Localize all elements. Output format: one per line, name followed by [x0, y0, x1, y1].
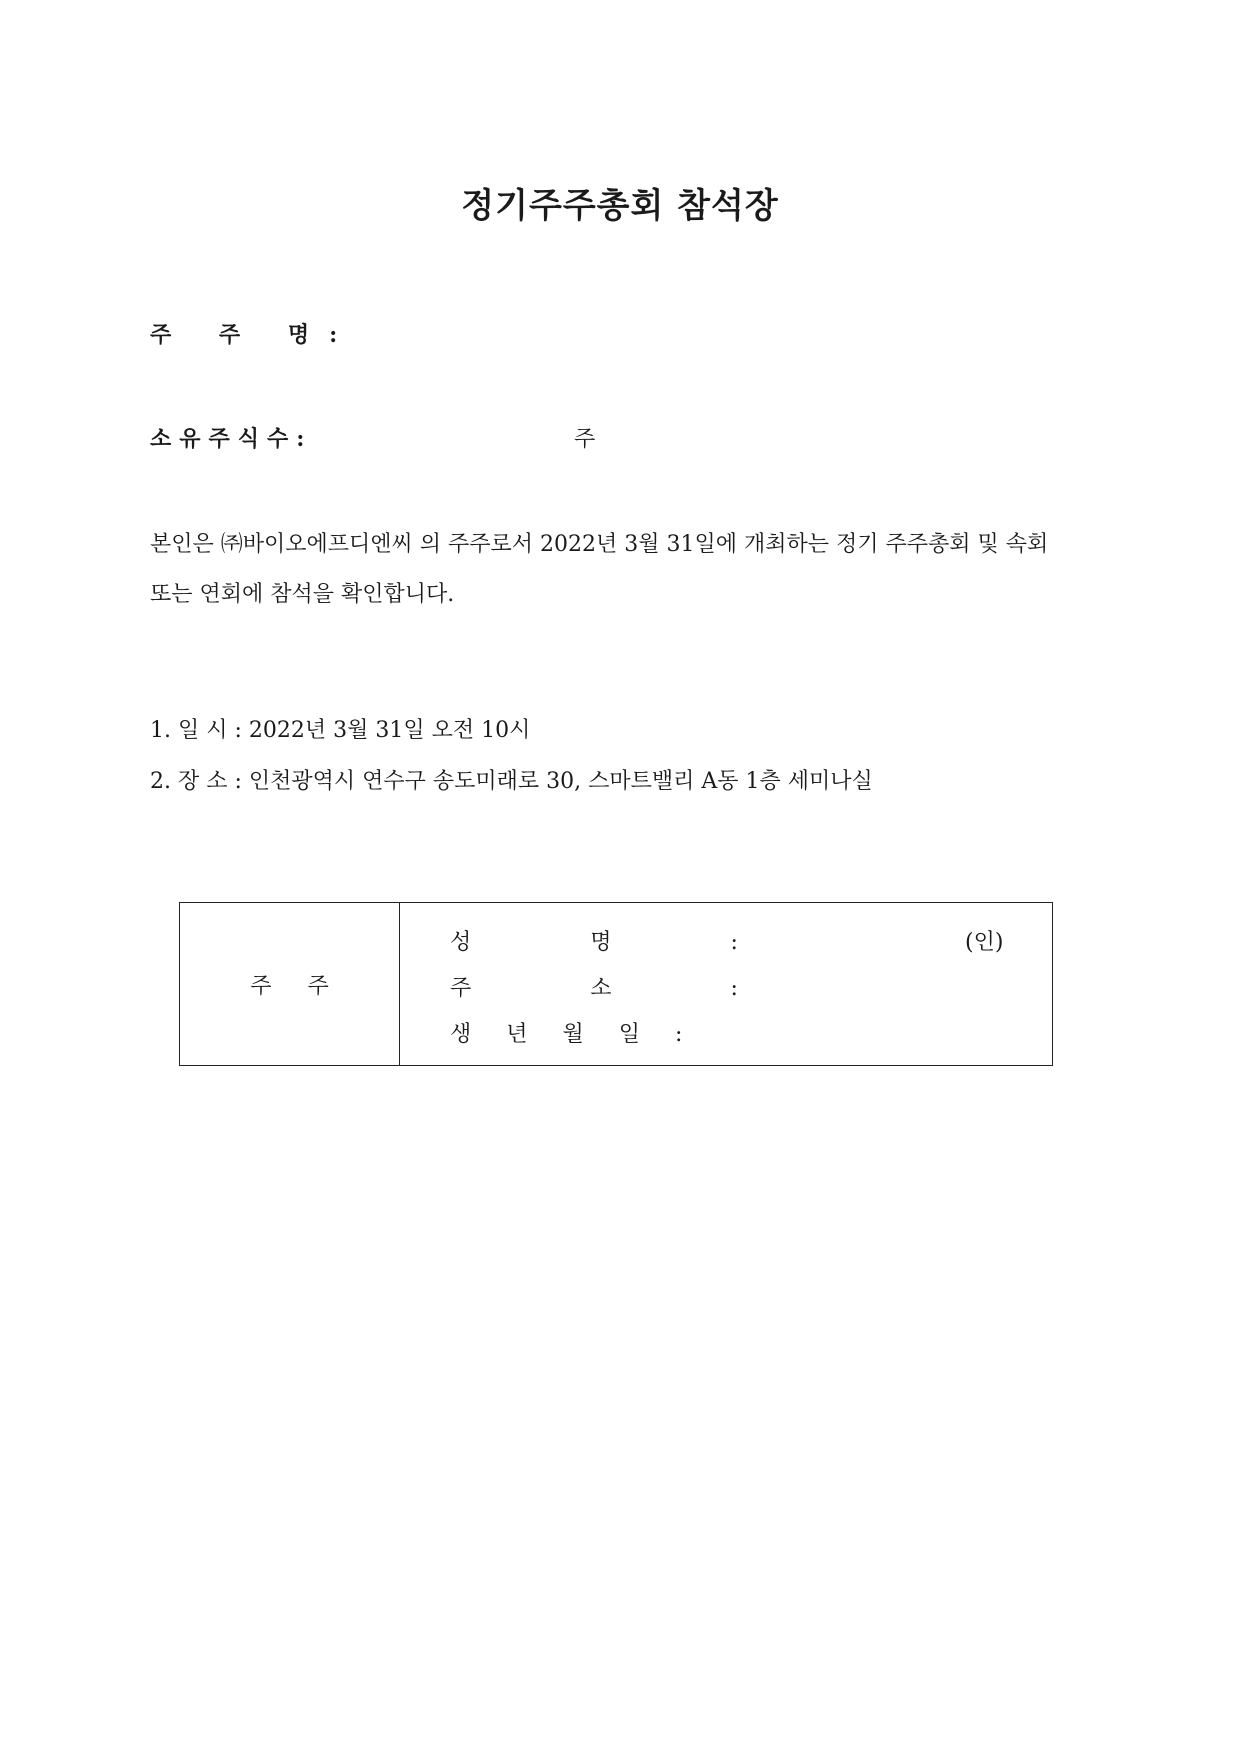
statement-line-2: 또는 연회에 참석을 확인합니다. [150, 582, 455, 607]
shares-owned-label: 소유주식수: [150, 426, 313, 452]
signature-address-label: 주 소 : [450, 976, 794, 1001]
shareholder-cell: 주주 [180, 903, 400, 1065]
document-title: 정기주주총회 참석장 [461, 186, 779, 226]
shares-owned-field [150, 422, 596, 453]
meeting-date-line: 1. 일 시 : 2022년 3월 31일 오전 10시 [150, 718, 531, 743]
signature-name-label: 성 명 : [450, 930, 794, 955]
seal-mark: (인) [965, 930, 1004, 955]
signature-address-row [450, 971, 794, 1002]
confirmation-statement [150, 520, 1100, 620]
signature-details-cell [400, 903, 1052, 1065]
signature-birthdate-label: 생 년 월 일 : [450, 1022, 697, 1047]
shares-unit: 주 [574, 427, 596, 452]
signature-table [179, 902, 1053, 1066]
shareholder-name-label: 주 주 명: [150, 322, 358, 348]
statement-line-1: 본인은 ㈜바이오에프디엔씨 의 주주로서 2022년 3월 31일에 개최하는 정기 주주총회 및 속회 [150, 532, 1049, 557]
meeting-place-line: 2. 장 소 : 인천광역시 연수구 송도미래로 30, 스마트밸리 A동 1층 세미나실 [150, 769, 873, 794]
signature-birthdate-row [450, 1017, 697, 1048]
signature-name-row [450, 925, 794, 956]
shareholder-name-field [150, 318, 357, 349]
